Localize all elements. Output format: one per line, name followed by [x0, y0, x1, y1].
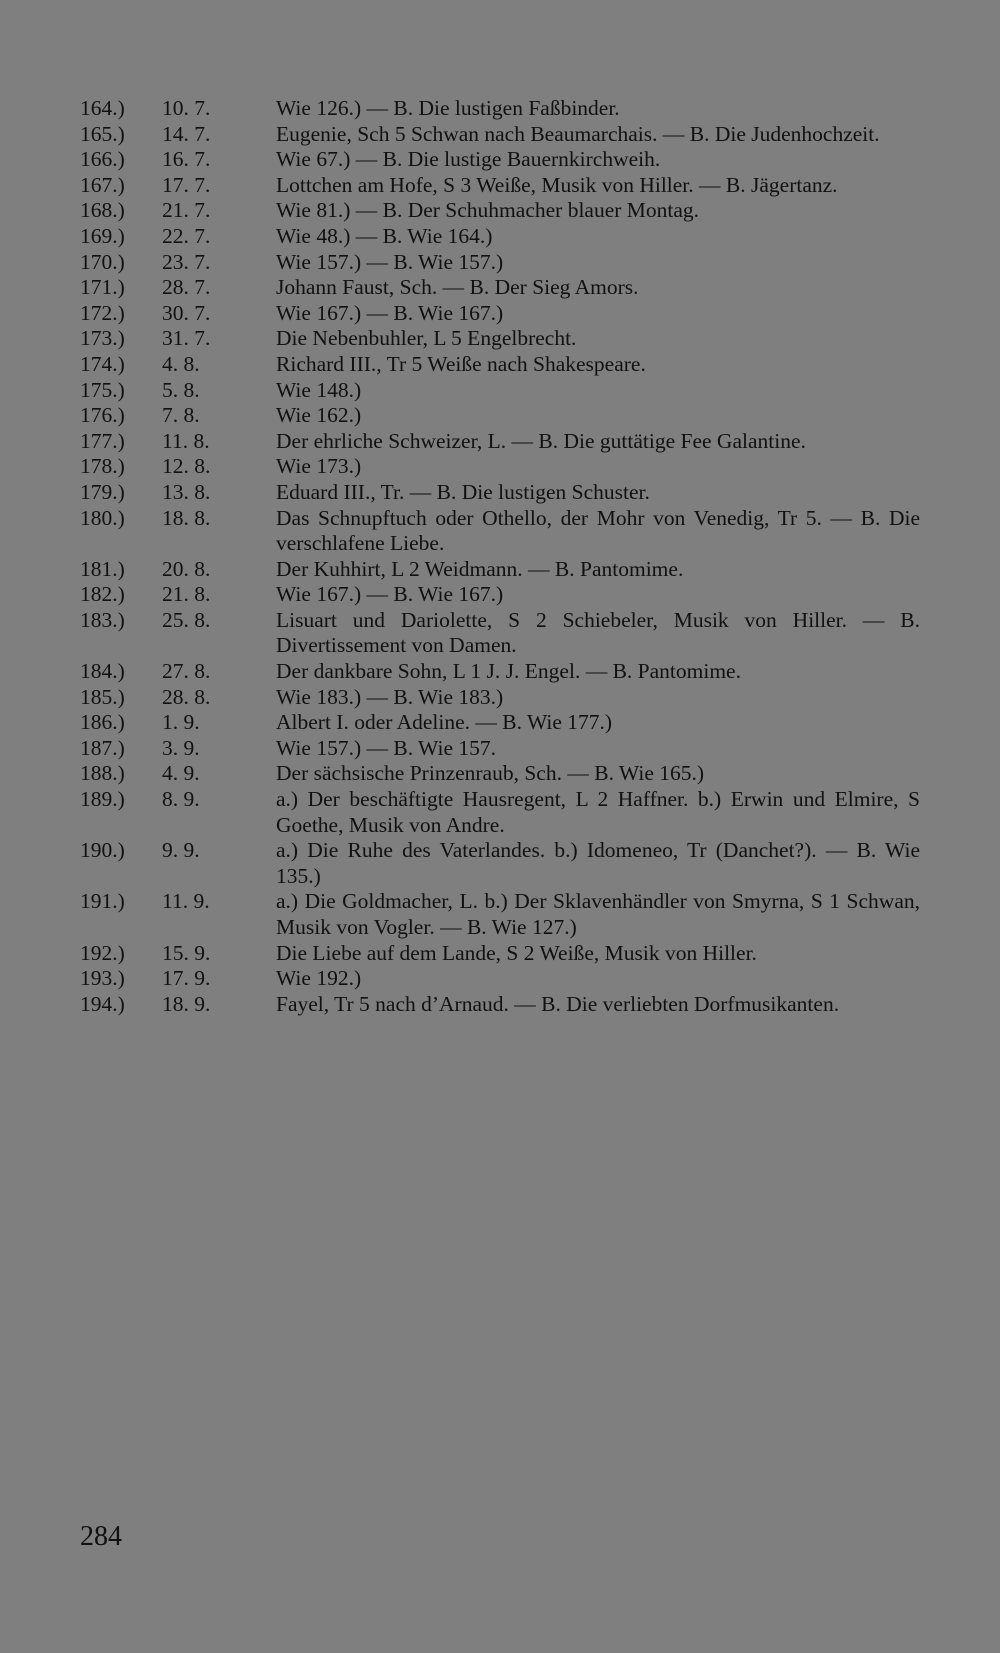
list-item: [80, 122, 920, 148]
entry-text: Lottchen am Hofe, S 3 Weiße, Musik von Hiller. — B. Jägertanz.: [276, 172, 838, 197]
entry-text: Der Kuhhirt, L 2 Weidmann. — B. Pantomime.: [276, 556, 684, 581]
entry-number: 174.): [80, 351, 125, 376]
entry-number: 182.): [80, 582, 125, 607]
entry-date: 23. 7.: [162, 249, 211, 274]
entry-number: 181.): [80, 556, 125, 581]
entry-number: 191.): [80, 889, 125, 914]
entry-text: Wie 81.) — B. Der Schuhmacher blauer Montag.: [276, 198, 700, 223]
entry-number: 192.): [80, 940, 125, 965]
list-item: [80, 557, 920, 583]
list-item: [80, 582, 920, 608]
entry-date: 18. 8.: [162, 505, 211, 530]
entry-date: 1. 9.: [162, 710, 200, 735]
list-item: [80, 147, 920, 173]
entry-text: Wie 183.) — B. Wie 183.): [276, 684, 504, 709]
entry-date: 21. 7.: [162, 198, 211, 223]
list-item: [80, 889, 920, 940]
list-item: [80, 710, 920, 736]
entry-text: Wie 167.) — B. Wie 167.): [276, 582, 504, 607]
entry-text: Johann Faust, Sch. — B. Der Sieg Amors.: [276, 275, 639, 300]
entry-text: Wie 157.) — B. Wie 157.: [276, 735, 497, 760]
entry-date: 4. 9.: [162, 761, 200, 786]
entry-text: Fayel, Tr 5 nach d’Arnaud. — B. Die verliebten Dorfmusikanten.: [276, 991, 840, 1016]
entry-date: 14. 7.: [162, 121, 211, 146]
list-item: [80, 429, 920, 455]
entry-number: 171.): [80, 275, 125, 300]
entry-date: 10. 7.: [162, 96, 211, 120]
entry-date: 15. 9.: [162, 940, 211, 965]
entry-text: Der sächsische Prinzenraub, Sch. — B. Wie 165.): [276, 761, 705, 786]
entry-number: 177.): [80, 428, 125, 453]
list-item: [80, 659, 920, 685]
list-item: [80, 992, 920, 1018]
entry-number: 166.): [80, 147, 125, 172]
entry-date: 30. 7.: [162, 300, 211, 325]
entry-text: Eduard III., Tr. — B. Die lustigen Schuster.: [276, 479, 650, 504]
entry-number: 190.): [80, 838, 125, 863]
entry-text: Lisuart und Dariolette, S 2 Schiebeler, Musik von Hiller. — B. Divertissement von Damen.: [276, 607, 920, 658]
entry-number: 180.): [80, 505, 125, 530]
entry-text: Richard III., Tr 5 Weiße nach Shakespeare.: [276, 351, 646, 376]
entry-number: 167.): [80, 172, 125, 197]
entry-number: 193.): [80, 966, 125, 991]
entry-date: 27. 8.: [162, 659, 211, 684]
list-item: [80, 838, 920, 889]
list-item: [80, 275, 920, 301]
entry-number: 172.): [80, 300, 125, 325]
entry-number: 170.): [80, 249, 125, 274]
entry-text: Wie 148.): [276, 377, 362, 402]
entry-date: 18. 9.: [162, 991, 211, 1016]
entry-text: Wie 167.) — B. Wie 167.): [276, 300, 504, 325]
entry-text: Eugenie, Sch 5 Schwan nach Beaumarchais. — B. Die Judenhochzeit.: [276, 121, 880, 146]
entry-date: 17. 9.: [162, 966, 211, 991]
entry-text: Wie 173.): [276, 454, 362, 479]
list-item: [80, 506, 920, 557]
entry-date: 25. 8.: [162, 607, 211, 632]
entry-number: 184.): [80, 659, 125, 684]
entry-date: 21. 8.: [162, 582, 211, 607]
entry-number: 187.): [80, 735, 125, 760]
list-item: [80, 96, 920, 122]
entry-date: 3. 9.: [162, 735, 200, 760]
entry-number: 173.): [80, 326, 125, 351]
list-item: [80, 787, 920, 838]
entry-date: 20. 8.: [162, 556, 211, 581]
list-item: [80, 685, 920, 711]
entry-date: 28. 7.: [162, 275, 211, 300]
list-item: [80, 378, 920, 404]
entry-text: Der ehrliche Schweizer, L. — B. Die guttätige Fee Galantine.: [276, 428, 806, 453]
list-item: [80, 250, 920, 276]
entry-date: 11. 9.: [162, 889, 210, 914]
list-item: [80, 941, 920, 967]
entry-text: Albert I. oder Adeline. — B. Wie 177.): [276, 710, 613, 735]
entry-text: a.) Der beschäftigte Hausregent, L 2 Haffner. b.) Erwin und Elmire, S Goethe, Musik von Andre.: [276, 787, 920, 837]
list-item: [80, 608, 920, 659]
entry-text: Wie 67.) — B. Die lustige Bauernkirchweih.: [276, 147, 661, 172]
entry-text: Wie 126.) — B. Die lustigen Faßbinder.: [276, 96, 620, 120]
entry-date: 17. 7.: [162, 172, 211, 197]
entry-text: a.) Die Goldmacher, L. b.) Der Sklavenhändler von Smyrna, S 1 Schwan, Musik von Vogler. — B. Wie 127.): [276, 889, 920, 939]
entry-text: Der dankbare Sohn, L 1 J. J. Engel. — B. Pantomime.: [276, 659, 741, 684]
entry-number: 165.): [80, 121, 125, 146]
entry-text: Die Nebenbuhler, L 5 Engelbrecht.: [276, 326, 577, 351]
entry-number: 183.): [80, 607, 125, 632]
list-item: [80, 326, 920, 352]
entry-text: Die Liebe auf dem Lande, S 2 Weiße, Musik von Hiller.: [276, 940, 757, 965]
list-item: [80, 301, 920, 327]
list-item: [80, 736, 920, 762]
entry-number: 175.): [80, 377, 125, 402]
entry-date: 13. 8.: [162, 479, 211, 504]
entry-number: 188.): [80, 761, 125, 786]
entry-date: 9. 9.: [162, 838, 200, 863]
entry-date: 12. 8.: [162, 454, 211, 479]
list-item: [80, 224, 920, 250]
performance-list: [80, 96, 920, 1017]
list-item: [80, 198, 920, 224]
entry-date: 28. 8.: [162, 684, 211, 709]
entry-date: 8. 9.: [162, 787, 200, 812]
entry-number: 178.): [80, 454, 125, 479]
entry-number: 164.): [80, 96, 125, 120]
entry-number: 169.): [80, 223, 125, 248]
entry-date: 22. 7.: [162, 223, 211, 248]
entry-number: 194.): [80, 991, 125, 1016]
entry-text: Wie 192.): [276, 966, 362, 991]
list-item: [80, 173, 920, 199]
entry-date: 5. 8.: [162, 377, 200, 402]
entry-number: 176.): [80, 403, 125, 428]
entry-text: a.) Die Ruhe des Vaterlandes. b.) Idomeneo, Tr (Danchet?). — B. Wie 135.): [276, 838, 920, 888]
entry-text: Wie 48.) — B. Wie 164.): [276, 223, 493, 248]
entry-number: 185.): [80, 684, 125, 709]
entry-number: 179.): [80, 479, 125, 504]
list-item: [80, 403, 920, 429]
list-item: [80, 966, 920, 992]
list-item: [80, 761, 920, 787]
entry-text: Wie 157.) — B. Wie 157.): [276, 249, 504, 274]
entry-date: 11. 8.: [162, 428, 210, 453]
list-item: [80, 454, 920, 480]
list-item: [80, 480, 920, 506]
entry-date: 4. 8.: [162, 351, 200, 376]
entry-number: 168.): [80, 198, 125, 223]
entry-number: 189.): [80, 787, 125, 812]
entry-date: 7. 8.: [162, 403, 200, 428]
entry-text: Wie 162.): [276, 403, 362, 428]
page-number: 284: [80, 1521, 122, 1552]
entry-date: 16. 7.: [162, 147, 211, 172]
entry-text: Das Schnupftuch oder Othello, der Mohr von Venedig, Tr 5. — B. Die verschlafene Liebe.: [276, 505, 920, 556]
list-item: [80, 352, 920, 378]
entry-number: 186.): [80, 710, 125, 735]
entry-date: 31. 7.: [162, 326, 211, 351]
